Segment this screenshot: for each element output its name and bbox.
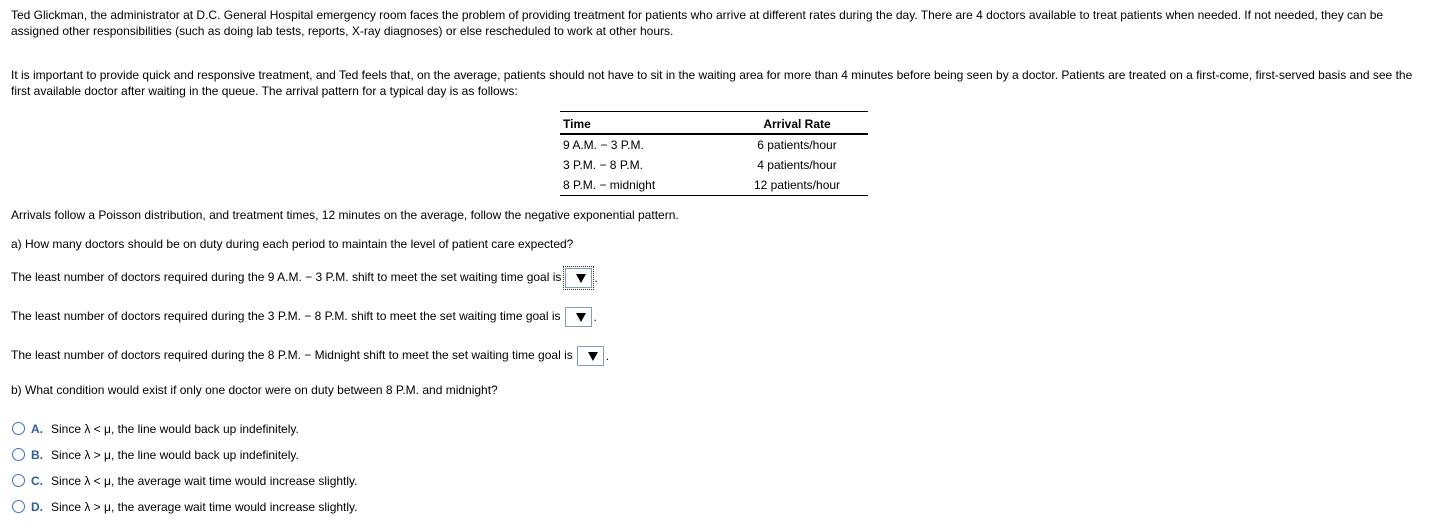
rate-cell: 6 patients/hour (757, 138, 837, 152)
option-letter: D. (31, 500, 43, 514)
period: . (594, 271, 598, 285)
distribution-note: Arrivals follow a Poisson distribution, and treatment times, 12 minutes on the average, follow the negative exponential pattern. (11, 208, 679, 222)
rate-cell: 12 patients/hour (753, 178, 841, 192)
answer-line-shift-3 (11, 346, 609, 366)
doctors-dropdown-shift-3[interactable] (577, 346, 604, 366)
option-text: Since λ < μ, the average wait time would increase slightly. (51, 474, 358, 488)
option-text: Since λ > μ, the average wait time would increase slightly. (51, 500, 358, 514)
time-cell: 3 P.M. − 8 P.M. (563, 158, 643, 172)
option-d[interactable] (12, 499, 358, 515)
option-a[interactable] (12, 421, 299, 437)
option-c[interactable] (12, 473, 358, 489)
answer-prompt-shift-2: The least number of doctors required during the 3 P.M. − 8 P.M. shift to meet the set waiting time goal is (11, 309, 561, 324)
option-b[interactable] (12, 447, 299, 463)
time-header: Time (563, 116, 591, 131)
answer-line-shift-1 (11, 268, 598, 288)
radio-button-icon[interactable] (12, 448, 25, 461)
answer-prompt-shift-1: The least number of doctors required during the 9 A.M. − 3 P.M. shift to meet the set waiting time goal is (11, 270, 562, 285)
doctors-dropdown-shift-1[interactable] (565, 268, 592, 288)
option-text: Since λ > μ, the line would back up indefinitely. (51, 448, 299, 462)
part-a-question: a) How many doctors should be on duty during each period to maintain the level of patient care expected? (11, 237, 574, 251)
period: . (593, 310, 597, 324)
part-b-question: b) What condition would exist if only one doctor were on duty between 8 P.M. and midnight? (11, 383, 498, 397)
option-text: Since λ < μ, the line would back up indefinitely. (51, 422, 299, 436)
radio-button-icon[interactable] (12, 474, 25, 487)
answer-prompt-shift-3: The least number of doctors required during the 8 P.M. − Midnight shift to meet the set waiting time goal is (11, 348, 573, 363)
intro-paragraph-2: It is important to provide quick and responsive treatment, and Ted feels that, on the average, patients should not have to sit in the waiting area for more than 4 minutes before being seen by a doctor. Patients are treated on a first-come, first-served basis and see the first available doctor after waiting in the queue. The arrival pattern for a typical day is as follows: (11, 68, 1413, 98)
dropdown-arrow-icon (576, 313, 586, 322)
rate-cell: 4 patients/hour (757, 158, 837, 172)
dropdown-arrow-icon (588, 352, 598, 361)
arrival-table-header (560, 112, 868, 135)
option-letter: A. (31, 422, 43, 436)
arrival-table (560, 111, 868, 196)
table-row (560, 155, 868, 175)
doctors-dropdown-shift-2[interactable] (565, 307, 592, 327)
radio-button-icon[interactable] (12, 500, 25, 513)
radio-button-icon[interactable] (12, 422, 25, 435)
dropdown-arrow-icon (576, 274, 586, 283)
option-letter: B. (31, 448, 43, 462)
table-row (560, 134, 868, 155)
option-letter: C. (31, 474, 43, 488)
intro-paragraph-1: Ted Glickman, the administrator at D.C. General Hospital emergency room faces the problem of providing treatment for patients who arrive at different rates during the day. There are 4 doctors available to treat patients when needed. If not needed, they can be assigned other responsibilities (such as doing lab tests, reports, X-ray diagnoses) or else rescheduled to work at other hours. (11, 8, 1384, 38)
period: . (605, 349, 610, 363)
answer-line-shift-2 (11, 307, 597, 327)
time-cell: 9 A.M. − 3 P.M. (563, 138, 644, 152)
arrival-rate-header: Arrival Rate (763, 116, 831, 131)
table-row (560, 175, 868, 196)
time-cell: 8 P.M. − midnight (563, 178, 656, 192)
